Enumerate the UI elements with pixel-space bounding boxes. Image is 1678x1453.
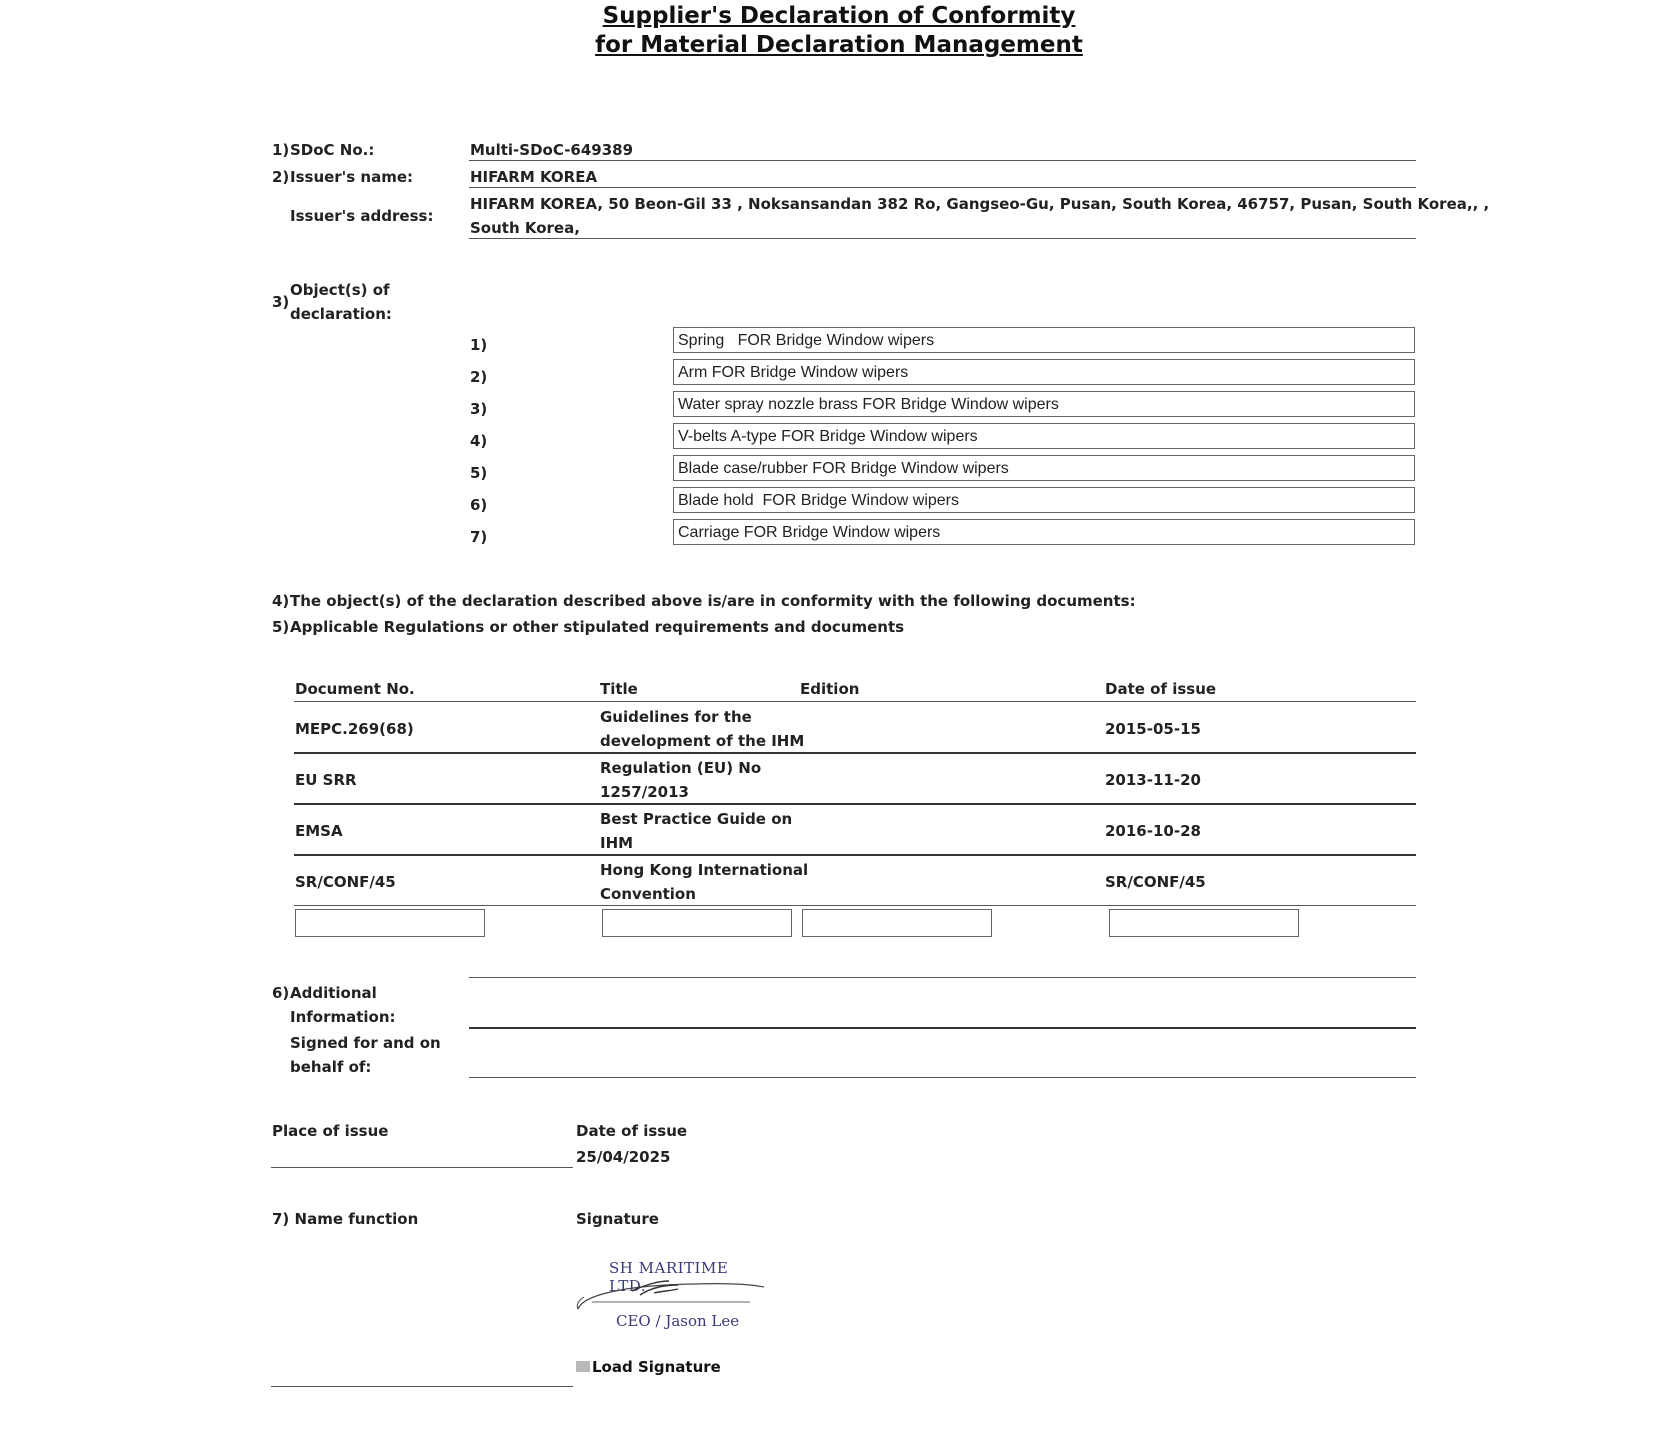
signature-scribble-icon [574,1275,769,1315]
table-cell-doc-no: MEPC.269(68) [295,720,414,738]
object-item-number: 7) [470,528,488,546]
signed-for-label-line2: behalf of: [290,1058,372,1076]
table-row-divider [294,752,1416,754]
additional-info-top-line [469,977,1416,978]
object-item-number: 6) [470,496,488,514]
table-cell-doc-no: SR/CONF/45 [295,873,396,891]
object-item-field[interactable]: Carriage FOR Bridge Window wipers [673,519,1415,545]
statement-4-number: 4) [272,592,290,610]
table-cell-title: Guidelines for the [600,708,752,726]
additional-info-number: 6) [272,984,290,1002]
table-cell-date: 2013-11-20 [1105,771,1201,789]
signed-for-label-line1: Signed for and on [290,1034,441,1052]
table-row-divider [294,905,1416,906]
table-cell-title: IHM [600,834,634,852]
statement-5-number: 5) [272,618,290,636]
signed-for-field-line[interactable] [469,1077,1416,1078]
issuer-name-underline [469,187,1416,188]
table-cell-date: SR/CONF/45 [1105,873,1206,891]
date-of-issue-value: 25/04/2025 [576,1148,671,1166]
issuer-name-value: HIFARM KOREA [470,168,598,186]
table-header-edition: Edition [800,680,860,698]
table-header-date: Date of issue [1105,680,1217,698]
signature-image [574,1255,769,1335]
object-item-field[interactable]: Water spray nozzle brass FOR Bridge Window wipers [673,391,1415,417]
object-item-field[interactable]: Spring FOR Bridge Window wipers [673,327,1415,353]
table-header-divider [294,701,1416,702]
object-item-field[interactable]: Blade hold FOR Bridge Window wipers [673,487,1415,513]
signature-label: Signature [576,1210,659,1228]
signature-company: SH MARITIME LTD. [609,1259,729,1295]
object-item-number: 3) [470,400,488,418]
table-cell-title: development of the IHM [600,732,805,750]
statement-5-text: Applicable Regulations or other stipulated requirements and documents [290,618,905,636]
objects-label-line1: Object(s) of [290,281,390,299]
object-item-number: 5) [470,464,488,482]
statement-4-text: The object(s) of the declaration described above is/are in conformity with the following documents: [290,592,1136,610]
object-item-number: 1) [470,336,488,354]
issuer-address-label: Issuer's address: [290,207,434,225]
table-cell-doc-no: EU SRR [295,771,357,789]
place-of-issue-label: Place of issue [272,1122,389,1140]
table-cell-date: 2015-05-15 [1105,720,1201,738]
table-cell-date: 2016-10-28 [1105,822,1201,840]
name-function-underline[interactable] [271,1386,573,1387]
table-header-doc-no: Document No. [295,680,415,698]
additional-info-field-line[interactable] [469,1027,1416,1029]
table-row-divider [294,854,1416,856]
object-item-number: 2) [470,368,488,386]
issuer-address-line2: South Korea, [470,219,580,237]
name-function-label: 7) Name function [272,1210,419,1228]
date-of-issue-label: Date of issue [576,1122,688,1140]
new-title-input[interactable] [602,909,792,937]
sdoc-no-label: SDoC No.: [290,141,375,159]
issuer-address-line1: HIFARM KOREA, 50 Beon-Gil 33 , Noksansandan 382 Ro, Gangseo-Gu, Pusan, South Korea, 46757, Pusan, South Korea,, , [470,195,1490,213]
additional-info-label-line1: Additional [290,984,377,1002]
object-item-number: 4) [470,432,488,450]
new-edition-input[interactable] [802,909,992,937]
document-title-line1: Supplier's Declaration of Conformity [602,3,1076,29]
object-item-field[interactable]: V-belts A-type FOR Bridge Window wipers [673,423,1415,449]
document-title-line2: for Material Declaration Management [595,32,1083,58]
new-date-input[interactable] [1109,909,1299,937]
objects-number: 3) [272,293,290,311]
new-doc-no-input[interactable] [295,909,485,937]
objects-label-line2: declaration: [290,305,392,323]
table-cell-title: Regulation (EU) No [600,759,762,777]
table-cell-title: Convention [600,885,696,903]
issuer-name-label: Issuer's name: [290,168,414,186]
place-of-issue-underline[interactable] [271,1167,573,1168]
table-cell-doc-no: EMSA [295,822,343,840]
object-item-field[interactable]: Arm FOR Bridge Window wipers [673,359,1415,385]
object-item-field[interactable]: Blade case/rubber FOR Bridge Window wipers [673,455,1415,481]
table-cell-title: Best Practice Guide on [600,810,793,828]
signature-person: CEO / Jason Lee [616,1312,740,1330]
issuer-name-number: 2) [272,168,290,186]
load-signature-button[interactable]: Load Signature [592,1358,721,1376]
table-cell-title: Hong Kong International [600,861,809,879]
sdoc-no-number: 1) [272,141,290,159]
issuer-address-underline [469,238,1416,239]
table-cell-title: 1257/2013 [600,783,689,801]
sdoc-no-value: Multi-SDoC-649389 [470,141,634,159]
additional-info-label-line2: Information: [290,1008,396,1026]
table-row-divider [294,803,1416,805]
load-signature-icon[interactable] [576,1361,590,1372]
sdoc-no-underline [469,160,1416,161]
table-header-title: Title [600,680,638,698]
